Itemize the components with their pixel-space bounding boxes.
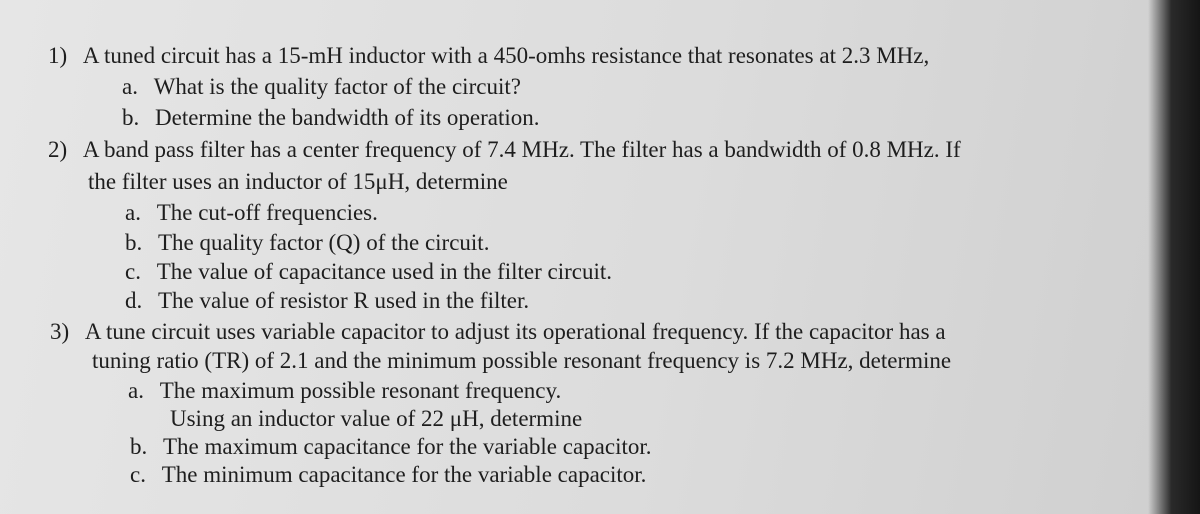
question-text-continued: tuning ratio (TR) of 2.1 and the minimum possible resonant frequency is 7.2 MHz, determine (92, 348, 952, 373)
question-3-part-a (128, 377, 561, 405)
question-number: 2) (48, 137, 68, 162)
part-marker: b. (130, 434, 148, 459)
part-marker: a. (128, 378, 144, 403)
part-marker: b. (125, 230, 143, 255)
question-2-part-a (125, 199, 378, 227)
part-text: Determine the bandwidth of its operation. (155, 105, 540, 130)
part-text: The value of capacitance used in the filter circuit. (156, 259, 613, 284)
question-number: 3) (50, 319, 70, 344)
question-3-part-b (130, 433, 652, 461)
question-text: A tune circuit uses variable capacitor to adjust its operational frequency. If the capacitor has a (84, 319, 946, 344)
part-text: The cut-off frequencies. (156, 200, 378, 225)
question-2-part-c (125, 258, 612, 286)
part-marker: c. (125, 259, 141, 284)
screen-edge-shadow (1148, 0, 1200, 514)
part-text: The minimum capacitance for the variable capacitor. (161, 462, 647, 487)
question-3-part-c (130, 461, 646, 489)
part-text: The value of resistor R used in the filter. (158, 288, 530, 313)
part-text: The quality factor (Q) of the circuit. (158, 230, 490, 255)
question-2-continuation (88, 168, 508, 196)
question-2-part-b (125, 229, 489, 257)
question-3 (50, 318, 946, 346)
part-text: The maximum possible resonant frequency. (159, 378, 562, 403)
question-3-note (170, 405, 582, 433)
question-1 (48, 42, 929, 70)
question-1-part-b (122, 104, 540, 132)
question-2-part-d (125, 287, 529, 315)
part-marker: d. (125, 288, 143, 313)
question-2 (48, 136, 961, 164)
part-marker: b. (122, 105, 140, 130)
question-3-continuation (92, 347, 951, 375)
part-text: What is the quality factor of the circuit? (153, 74, 521, 99)
question-1-part-a (122, 73, 521, 101)
part-marker: a. (125, 200, 141, 225)
note-text: Using an inductor value of 22 μH, determine (170, 406, 583, 431)
question-text: A band pass filter has a center frequency of 7.4 MHz. The filter has a bandwidth of 0.8 MHz. If (82, 137, 961, 162)
question-text-continued: the filter uses an inductor of 15μH, determine (88, 169, 508, 194)
question-text: A tuned circuit has a 15-mH inductor with a 450-omhs resistance that resonates at 2.3 MHz, (82, 43, 930, 68)
part-text: The maximum capacitance for the variable capacitor. (163, 434, 652, 459)
question-number: 1) (48, 43, 68, 68)
part-marker: a. (122, 74, 138, 99)
part-marker: c. (130, 462, 146, 487)
